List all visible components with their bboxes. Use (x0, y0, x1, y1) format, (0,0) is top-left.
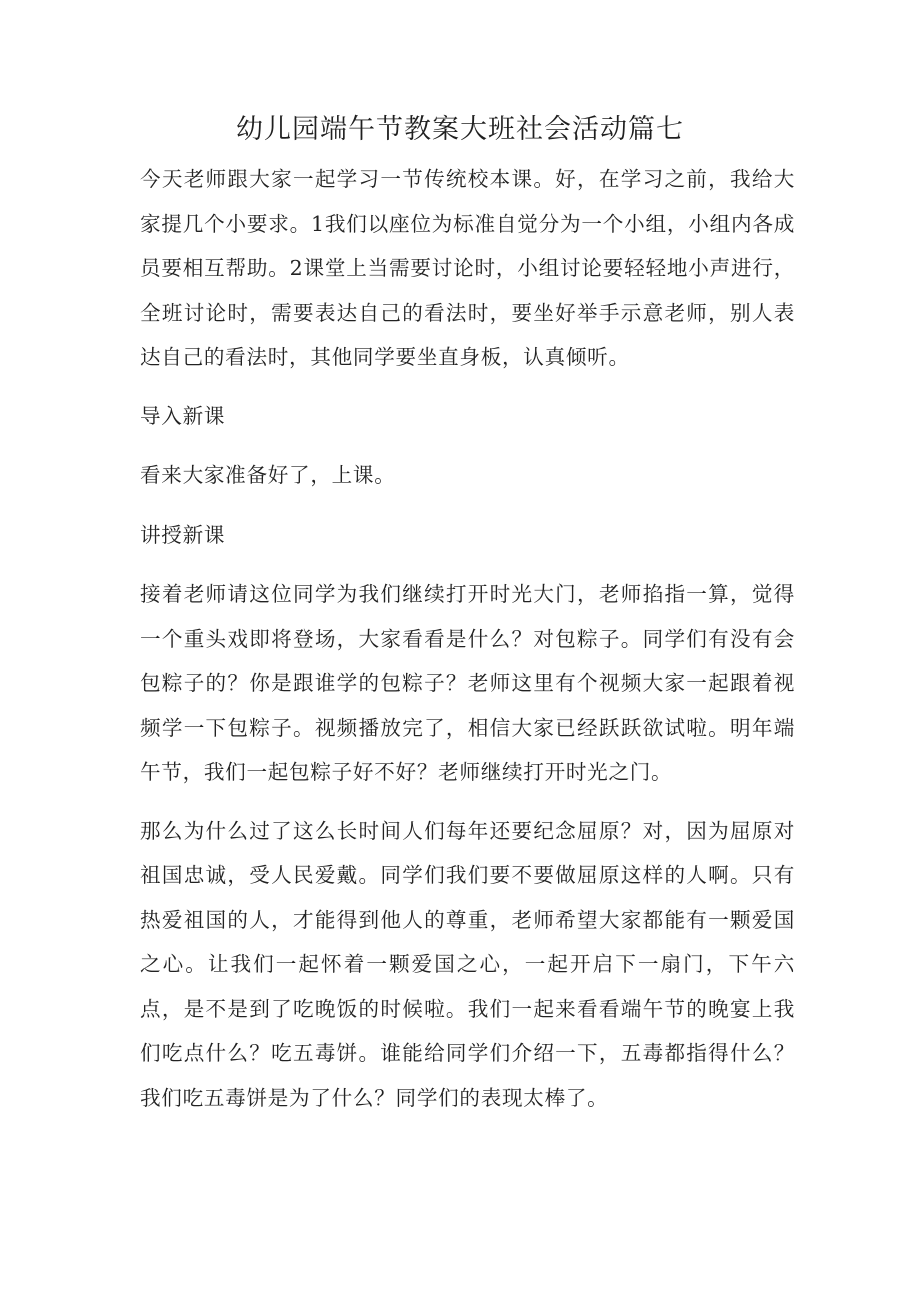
document-body (140, 157, 795, 1134)
section-heading-new-lesson: 讲授新课 (140, 522, 226, 547)
document-title: 幼儿园端午节教案大班社会活动篇七 (236, 114, 684, 145)
paragraph-zongzi: 接着老师请这位同学为我们继续打开时光大门，老师掐指一算，觉得一个重头戏即将登场，大家看看是什么？对包粽子。同学们有没有会包粽子的？你是跟谁学的包粽子？老师这里有个视频大家一起跟着视频学一下包粽子。视频播放完了，相信大家已经跃跃欲试啦。明年端午节，我们一起包粽子好不好？老师继续打开时光之门。 (140, 582, 795, 784)
paragraph-start-class: 看来大家准备好了，上课。 (140, 463, 396, 487)
paragraph-quyuan: 那么为什么过了这么长时间人们每年还要纪念屈原？对，因为屈原对祖国忠诚，受人民爱戴。同学们我们要不要做屈原这样的人啊。只有热爱祖国的人，才能得到他人的尊重，老师希望大家都能有一颗爱国之心。让我们一起怀着一颗爱国之心，一起开启下一扇门，下午六点，是不是到了吃晚饭的时候啦。我们一起来看看端午节的晚宴上我们吃点什么？吃五毒饼。谁能给同学们介绍一下，五毒都指得什么？我们吃五毒饼是为了什么？同学们的表现太棒了。 (140, 818, 795, 1110)
section-heading-intro-lesson: 导入新课 (140, 403, 226, 428)
paragraph-intro: 今天老师跟大家一起学习一节传统校本课。好，在学习之前，我给大家提几个小要求。1我们以座位为标准自觉分为一个小组，小组内各成员要相互帮助。2课堂上当需要讨论时，小组讨论要轻轻地小声进行，全班讨论时，需要表达自己的看法时，要坐好举手示意老师，别人表达自己的看法时，其他同学要坐直身板，认真倾听。 (140, 167, 795, 369)
